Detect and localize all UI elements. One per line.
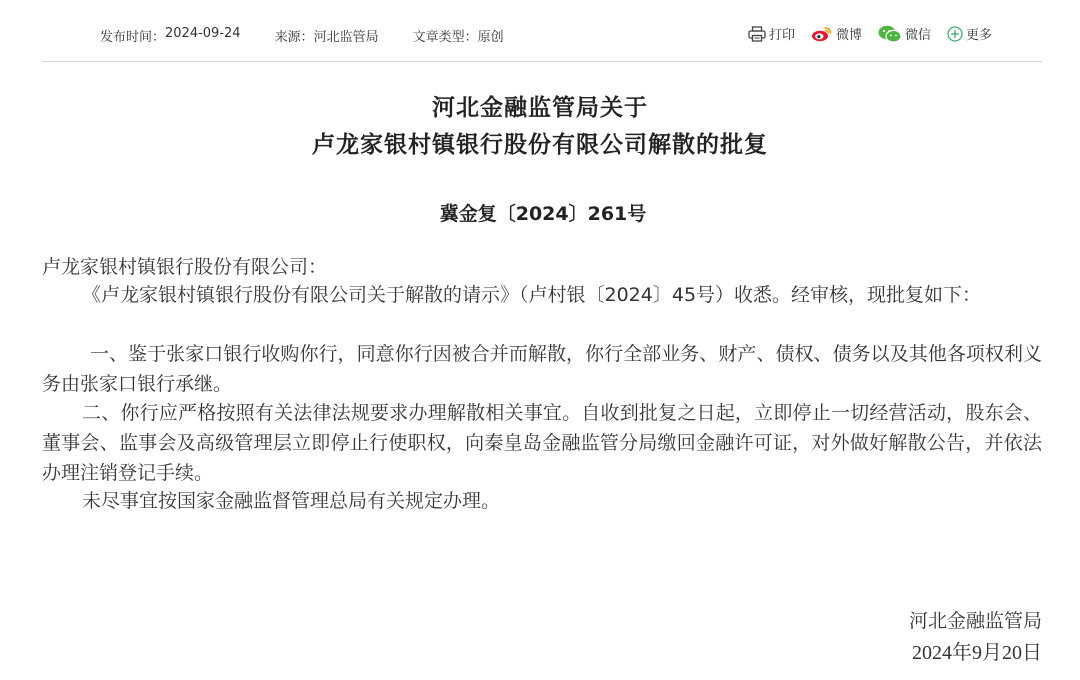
body-paragraph-1: 《卢龙家银村镇银行股份有限公司关于解散的请示》（卢村银〔2024〕45号）收悉。经审核，现批复如下： (82, 284, 982, 306)
document-title-line2: 卢龙家银村镇银行股份有限公司解散的批复 (312, 132, 768, 158)
more-label: 更多 (965, 28, 992, 43)
publish-time-label: 发布时间： (100, 30, 166, 45)
signature-organization: 河北金融监管局 (908, 610, 1042, 632)
article-type (413, 26, 504, 45)
weibo-label: 微博 (835, 28, 862, 43)
article-meta (100, 26, 504, 45)
plus-circle-icon (947, 26, 963, 42)
body-paragraph-3: 二、你行应严格按照有关法律法规要求办理解散相关事宜。自收到批复之日起，立即停止一切经营活动，股东会、董事会、监事会及高级管理层立即停止行使职权，向秦皇岛金融监管分局缴回金融许可证，对外做好解散公告，并依法办理注销登记手续。 (42, 402, 1042, 484)
wechat-share-button[interactable] (878, 24, 931, 43)
publish-time (100, 26, 241, 45)
salutation: 卢龙家银村镇银行股份有限公司： (42, 256, 328, 278)
article-type-label: 文章类型： (412, 30, 478, 45)
article-meta-bar (42, 22, 1042, 50)
source (275, 26, 379, 45)
source-label: 来源： (274, 30, 314, 45)
document-number: 冀金复〔2024〕261号 (439, 203, 647, 225)
header-divider (42, 61, 1042, 62)
print-label: 打印 (768, 28, 795, 43)
publish-time-value: 2024-09-24 (165, 26, 241, 41)
weibo-icon (811, 25, 833, 42)
printer-icon (748, 26, 766, 42)
article-type-value: 原创 (477, 30, 504, 45)
document-title-line1: 河北金融监管局关于 (432, 95, 648, 121)
wechat-icon (878, 25, 902, 43)
wechat-label: 微信 (904, 28, 931, 43)
more-share-button[interactable] (947, 24, 992, 43)
share-toolbar (748, 24, 992, 43)
source-value: 河北监管局 (313, 30, 379, 45)
weibo-share-button[interactable] (811, 24, 862, 43)
body-paragraph-4: 未尽事宜按国家金融监督管理总局有关规定办理。 (82, 490, 501, 512)
body-paragraph-2: 一、鉴于张家口银行收购你行，同意你行因被合并而解散，你行全部业务、财产、债权、债务以及其他各项权利义务由张家口银行承继。 (42, 343, 1042, 395)
print-button[interactable] (748, 24, 795, 43)
signature-date: 2024年9月20日 (912, 642, 1042, 664)
